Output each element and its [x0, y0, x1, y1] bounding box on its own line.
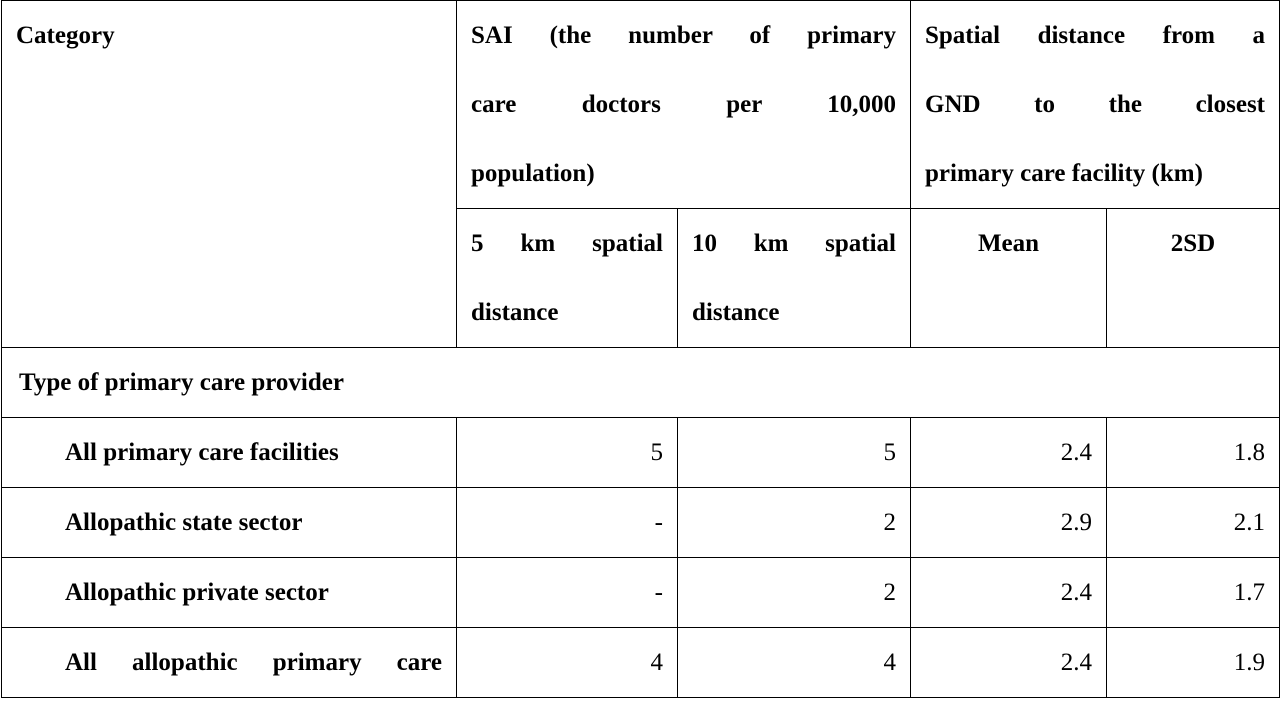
sd-value: 2.1 [1107, 488, 1280, 558]
sd-value: 1.7 [1107, 558, 1280, 628]
sai-5km-header: 5 km spatial distance [457, 209, 678, 348]
sai-10km-value: 5 [678, 418, 911, 488]
mean-value: 2.4 [911, 418, 1107, 488]
mean-header: Mean [911, 209, 1107, 348]
sai-10km-header: 10 km spatial distance [678, 209, 911, 348]
row-label: Allopathic private sector [2, 558, 457, 628]
table-row [2, 628, 1280, 698]
table-row [2, 418, 1280, 488]
row-label: Allopathic state sector [2, 488, 457, 558]
mean-value: 2.4 [911, 628, 1107, 698]
row-label: All allopathic primary care [2, 628, 457, 698]
mean-value: 2.4 [911, 558, 1107, 628]
table-row [2, 558, 1280, 628]
category-header: Category [2, 1, 457, 348]
sai-5km-value: - [457, 558, 678, 628]
sai-10km-value: 2 [678, 488, 911, 558]
sai-group-header: SAI (the number of primary care doctors per 10,000 population) [457, 1, 911, 209]
table-row [2, 488, 1280, 558]
sd-header: 2SD [1107, 209, 1280, 348]
sai-10km-value: 4 [678, 628, 911, 698]
section-title: Type of primary care provider [2, 348, 1280, 418]
sd-value: 1.8 [1107, 418, 1280, 488]
row-label: All primary care facilities [2, 418, 457, 488]
sai-5km-value: - [457, 488, 678, 558]
section-row [2, 348, 1280, 418]
sai-5km-value: 4 [457, 628, 678, 698]
header-row-1 [2, 1, 1280, 209]
sd-value: 1.9 [1107, 628, 1280, 698]
distance-group-header: Spatial distance from a GND to the closest primary care facility (km) [911, 1, 1280, 209]
sai-10km-value: 2 [678, 558, 911, 628]
mean-value: 2.9 [911, 488, 1107, 558]
sai-5km-value: 5 [457, 418, 678, 488]
data-table [1, 0, 1280, 698]
